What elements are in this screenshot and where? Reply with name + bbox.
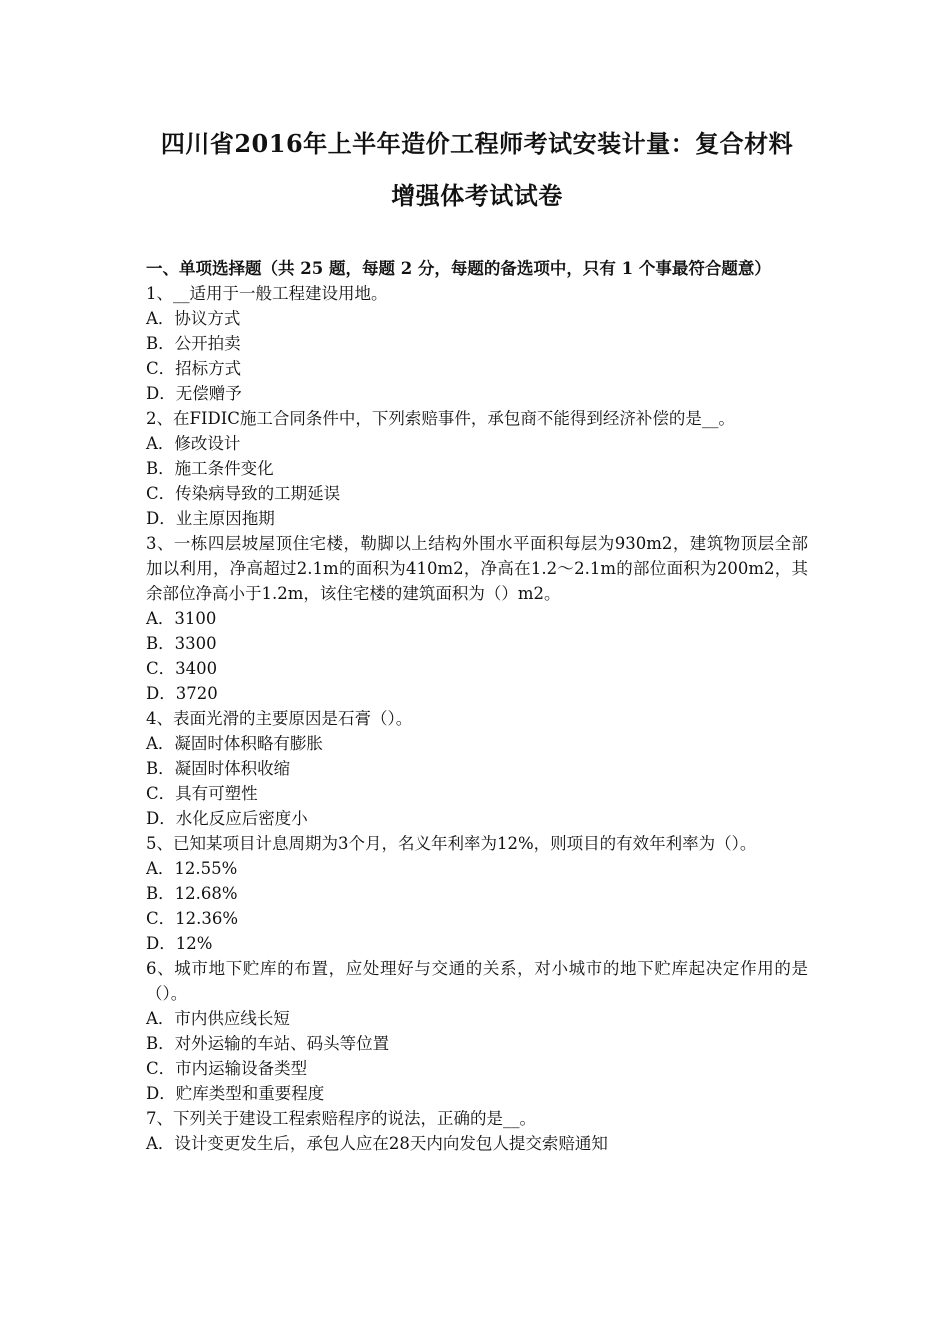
option-a: A．3100 bbox=[146, 609, 217, 628]
option-b: B．凝固时体积收缩 bbox=[146, 759, 291, 778]
question-2 bbox=[146, 406, 808, 531]
option-d: D．业主原因拖期 bbox=[146, 509, 275, 528]
option-b: B．对外运输的车站、码头等位置 bbox=[146, 1034, 390, 1053]
question-6 bbox=[146, 956, 808, 1106]
title-line-2: 增强体考试试卷 bbox=[391, 181, 563, 210]
question-4 bbox=[146, 706, 808, 831]
question-stem: 5、已知某项目计息周期为3个月，名义年利率为12%，则项目的有效年利率为（）。 bbox=[146, 834, 757, 853]
option-a: A．市内供应线长短 bbox=[146, 1009, 290, 1028]
question-stem: 1、__适用于一般工程建设用地。 bbox=[146, 284, 388, 303]
question-stem: 7、下列关于建设工程索赔程序的说法，正确的是__。 bbox=[146, 1109, 536, 1128]
question-7 bbox=[146, 1106, 808, 1156]
option-c: C．传染病导致的工期延误 bbox=[146, 484, 341, 503]
option-c: C．12.36% bbox=[146, 909, 239, 928]
option-d: D．贮库类型和重要程度 bbox=[146, 1084, 325, 1103]
question-1 bbox=[146, 281, 808, 406]
option-d: D．无偿赠予 bbox=[146, 384, 242, 403]
option-b: B．施工条件变化 bbox=[146, 459, 274, 478]
option-d: D．水化反应后密度小 bbox=[146, 809, 308, 828]
option-c: C．3400 bbox=[146, 659, 218, 678]
option-c: C．具有可塑性 bbox=[146, 784, 258, 803]
option-a: A．修改设计 bbox=[146, 434, 241, 453]
question-stem: 2、在FIDIC施工合同条件中，下列索赔事件，承包商不能得到经济补偿的是__。 bbox=[146, 409, 735, 428]
option-b: B．3300 bbox=[146, 634, 217, 653]
option-a: A．凝固时体积略有膨胀 bbox=[146, 734, 323, 753]
section-heading: 一、单项选择题（共 25 题，每题 2 分，每题的备选项中，只有 1 个事最符合题意） bbox=[146, 259, 771, 278]
question-stem: 4、表面光滑的主要原因是石膏（）。 bbox=[146, 709, 413, 728]
option-c: C．市内运输设备类型 bbox=[146, 1059, 308, 1078]
option-d: D．12% bbox=[146, 934, 213, 953]
question-stem: 3、一栋四层坡屋顶住宅楼，勒脚以上结构外围水平面积每层为930m2，建筑物顶层全部加以利用，净高超过2.1m的面积为410m2，净高在1.2～2.1m的部位面积为200m2，其余部位净高小于1.2m，该住宅楼的建筑面积为（）m2。 bbox=[146, 534, 808, 603]
option-a: A．12.55% bbox=[146, 859, 238, 878]
option-a: A．协议方式 bbox=[146, 309, 241, 328]
option-d: D．3720 bbox=[146, 684, 218, 703]
question-5 bbox=[146, 831, 808, 956]
option-b: B．公开拍卖 bbox=[146, 334, 241, 353]
document-title bbox=[146, 118, 808, 222]
question-3 bbox=[146, 531, 808, 706]
title-line-1: 四川省2016年上半年造价工程师考试安装计量：复合材料 bbox=[160, 129, 794, 158]
option-b: B．12.68% bbox=[146, 884, 238, 903]
option-c: C．招标方式 bbox=[146, 359, 242, 378]
document-page bbox=[146, 118, 808, 1156]
question-stem: 6、城市地下贮库的布置，应处理好与交通的关系，对小城市的地下贮库起决定作用的是（）。 bbox=[146, 959, 808, 1003]
option-a: A．设计变更发生后，承包人应在28天内向发包人提交索赔通知 bbox=[146, 1134, 608, 1153]
